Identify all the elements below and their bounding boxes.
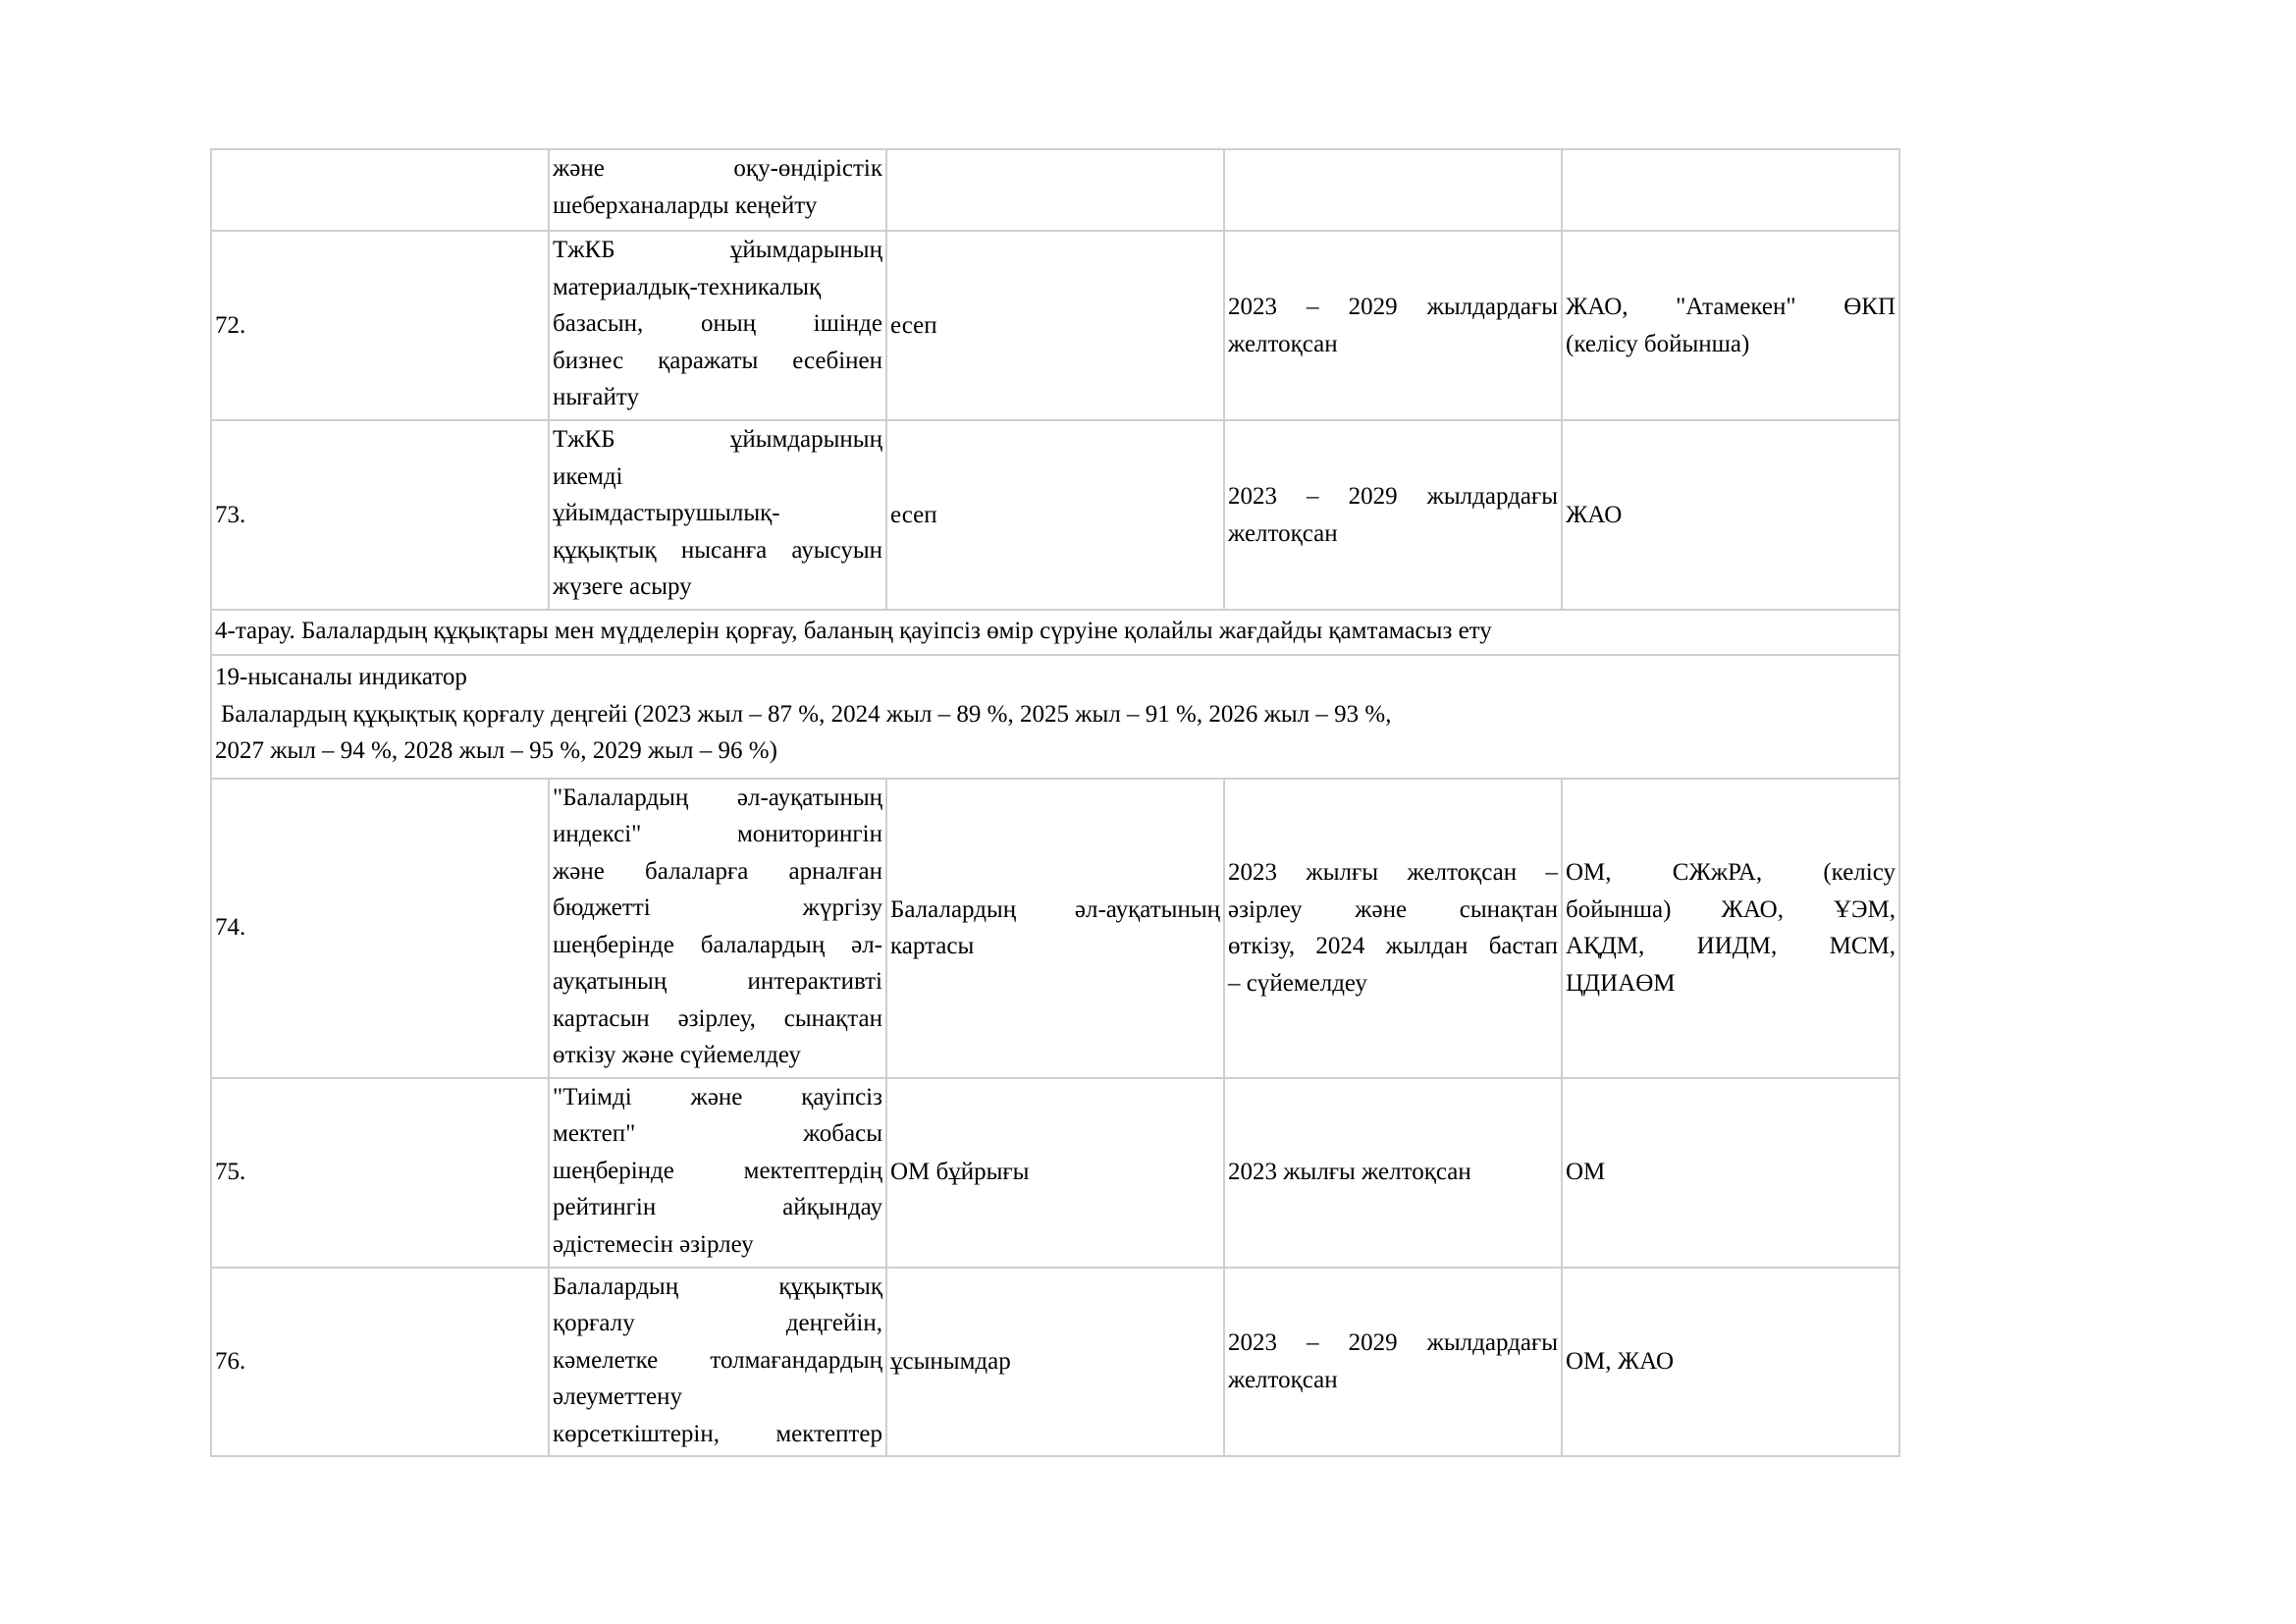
indicator-cell: [211, 655, 1899, 779]
responsible-cell: [1562, 231, 1899, 420]
form-line: ұсынымдар: [890, 1347, 1011, 1375]
term-line: – сүйемелдеу: [1228, 969, 1367, 997]
indicator-text: Балалардың құқықтық қорғалу деңгейі (2023 жыл – 87 %, 2024 жыл – 89 %, 2025 жыл – 91 %, 2026 жыл – 93 %,: [221, 700, 1392, 728]
term-line: 2023 – 2029 жылдардағы: [1228, 294, 1558, 320]
event-line: рейтингін айқындау: [553, 1194, 882, 1220]
term-line: желтоқсан: [1228, 330, 1338, 357]
table-row: [211, 231, 1899, 420]
form-line: ОМ бұйрығы: [890, 1159, 1030, 1186]
event-cell: [549, 231, 886, 420]
responsible-line: ЖАО, "Атамекен" ӨКП: [1566, 294, 1896, 320]
row-number-cell: 73.: [211, 420, 549, 610]
event-line: өткізу және сүйемелдеу: [553, 1042, 801, 1068]
responsible-cell: [1562, 149, 1899, 231]
form-cell: есеп: [886, 231, 1224, 420]
responsible-line: ЦДИАӨМ: [1566, 969, 1676, 997]
section-title: 4-тарау. Балалардың құқықтары мен мүдделерін қорғау, баланың қауіпсіз өмір сүруіне қолайлы жағдайды қамтамасыз ету: [211, 610, 1899, 655]
event-cell: [549, 149, 886, 231]
indicator-text: 2027 жыл – 94 %, 2028 жыл – 95 %, 2029 жыл – 96 %): [215, 737, 777, 765]
event-line: "Тиімді және қауіпсіз: [553, 1083, 882, 1110]
event-line: ТжКБ ұйымдарының: [553, 237, 882, 263]
event-cell: [549, 779, 886, 1078]
term-line: 2023 жылғы желтоқсан –: [1228, 859, 1558, 886]
event-line: ТжКБ ұйымдарының: [553, 426, 882, 453]
event-line: материалдық-техникалық: [553, 273, 822, 300]
event-line: ұйымдастырушылық-: [553, 500, 780, 526]
table-row: [211, 1268, 1899, 1456]
event-line: нығайту: [553, 384, 640, 410]
term-line: 2023 – 2029 жылдардағы: [1228, 483, 1558, 510]
event-line: бизнес қаражаты есебінен: [553, 347, 882, 374]
term-line: желтоқсан: [1228, 1366, 1338, 1393]
event-line: кәмелетке толмағандардың: [553, 1346, 882, 1374]
form-cell: [886, 1078, 1224, 1268]
term-cell: [1224, 231, 1562, 420]
event-line: картасын әзірлеу, сынақтан: [553, 1004, 882, 1032]
event-line: әлеуметтену: [553, 1383, 682, 1410]
responsible-line: ОМ, СЖжРА, (келісу: [1566, 859, 1896, 886]
responsible-line: ОМ, ЖАО: [1566, 1347, 1675, 1375]
term-line: өткізу, 2024 жылдан бастап: [1228, 933, 1558, 959]
event-line: құқықтық нысанға ауысуын: [553, 536, 882, 564]
term-cell: [1224, 1268, 1562, 1456]
responsible-line: ОМ: [1566, 1159, 1606, 1186]
event-cell: [549, 1268, 886, 1456]
term-cell: [1224, 149, 1562, 231]
event-line: және балаларға арналған: [553, 857, 882, 885]
event-line: икемді: [553, 462, 623, 490]
term-line: желтоқсан: [1228, 519, 1338, 547]
term-line: әзірлеу және сынақтан: [1228, 895, 1558, 923]
responsible-cell: [1562, 1078, 1899, 1268]
term-cell: [1224, 420, 1562, 610]
row-number-cell: 76.: [211, 1268, 549, 1456]
event-line: ауқатының интерактивті: [553, 968, 882, 995]
event-line: мектеп" жобасы: [553, 1120, 882, 1147]
row-number-cell: 72.: [211, 231, 549, 420]
indicator-title: 19-нысаналы индикатор: [215, 664, 467, 691]
measures-table: [210, 148, 1900, 1457]
responsible-cell: [1562, 779, 1899, 1078]
event-line: шеңберінде балалардың әл-: [553, 931, 882, 958]
responsible-line: (келісу бойынша): [1566, 330, 1750, 357]
event-line: көрсеткіштерін, мектептер: [553, 1420, 882, 1447]
responsible-line: бойынша) ЖАО, ҰЭМ,: [1566, 895, 1896, 923]
event-line: Балалардың құқықтық: [553, 1272, 882, 1300]
event-line: шеберханаларды кеңейту: [553, 191, 818, 219]
table-row: [211, 149, 1899, 231]
event-line: бюджетті жүргізу: [553, 894, 882, 921]
row-number-cell: 74.: [211, 779, 549, 1078]
term-cell: [1224, 1078, 1562, 1268]
row-number-cell: 75.: [211, 1078, 549, 1268]
form-cell: [886, 1268, 1224, 1456]
event-cell: [549, 1078, 886, 1268]
indicator-row: [211, 655, 1899, 779]
row-number-cell: [211, 149, 549, 231]
term-line: 2023 – 2029 жылдардағы: [1228, 1329, 1558, 1356]
table-row: [211, 1078, 1899, 1268]
responsible-cell: [1562, 420, 1899, 610]
form-line: Балалардың әл-ауқатының: [890, 895, 1220, 923]
responsible-line: ЖАО: [1566, 501, 1623, 528]
event-line: "Балалардың әл-ауқатының: [553, 784, 882, 811]
event-line: қорғалу деңгейін,: [553, 1310, 882, 1336]
event-line: әдістемесін әзірлеу: [553, 1230, 754, 1258]
form-cell: [886, 149, 1224, 231]
event-line: шеңберінде мектептердің: [553, 1157, 882, 1184]
term-cell: [1224, 779, 1562, 1078]
event-line: базасын, оның ішінде: [553, 310, 882, 337]
responsible-line: АҚДМ, ИИДМ, МСМ,: [1566, 933, 1896, 959]
form-cell: [886, 779, 1224, 1078]
event-cell: [549, 420, 886, 610]
event-line: жүзеге асыру: [553, 573, 692, 600]
table-row: [211, 779, 1899, 1078]
form-line: картасы: [890, 933, 975, 959]
term-line: 2023 жылғы желтоқсан: [1228, 1159, 1471, 1186]
table-row: [211, 420, 1899, 610]
form-cell: есеп: [886, 420, 1224, 610]
section-row: [211, 610, 1899, 655]
responsible-cell: [1562, 1268, 1899, 1456]
event-line: және оқу-өндірістік: [553, 155, 882, 182]
event-line: индексі" мониторингін: [553, 821, 882, 847]
